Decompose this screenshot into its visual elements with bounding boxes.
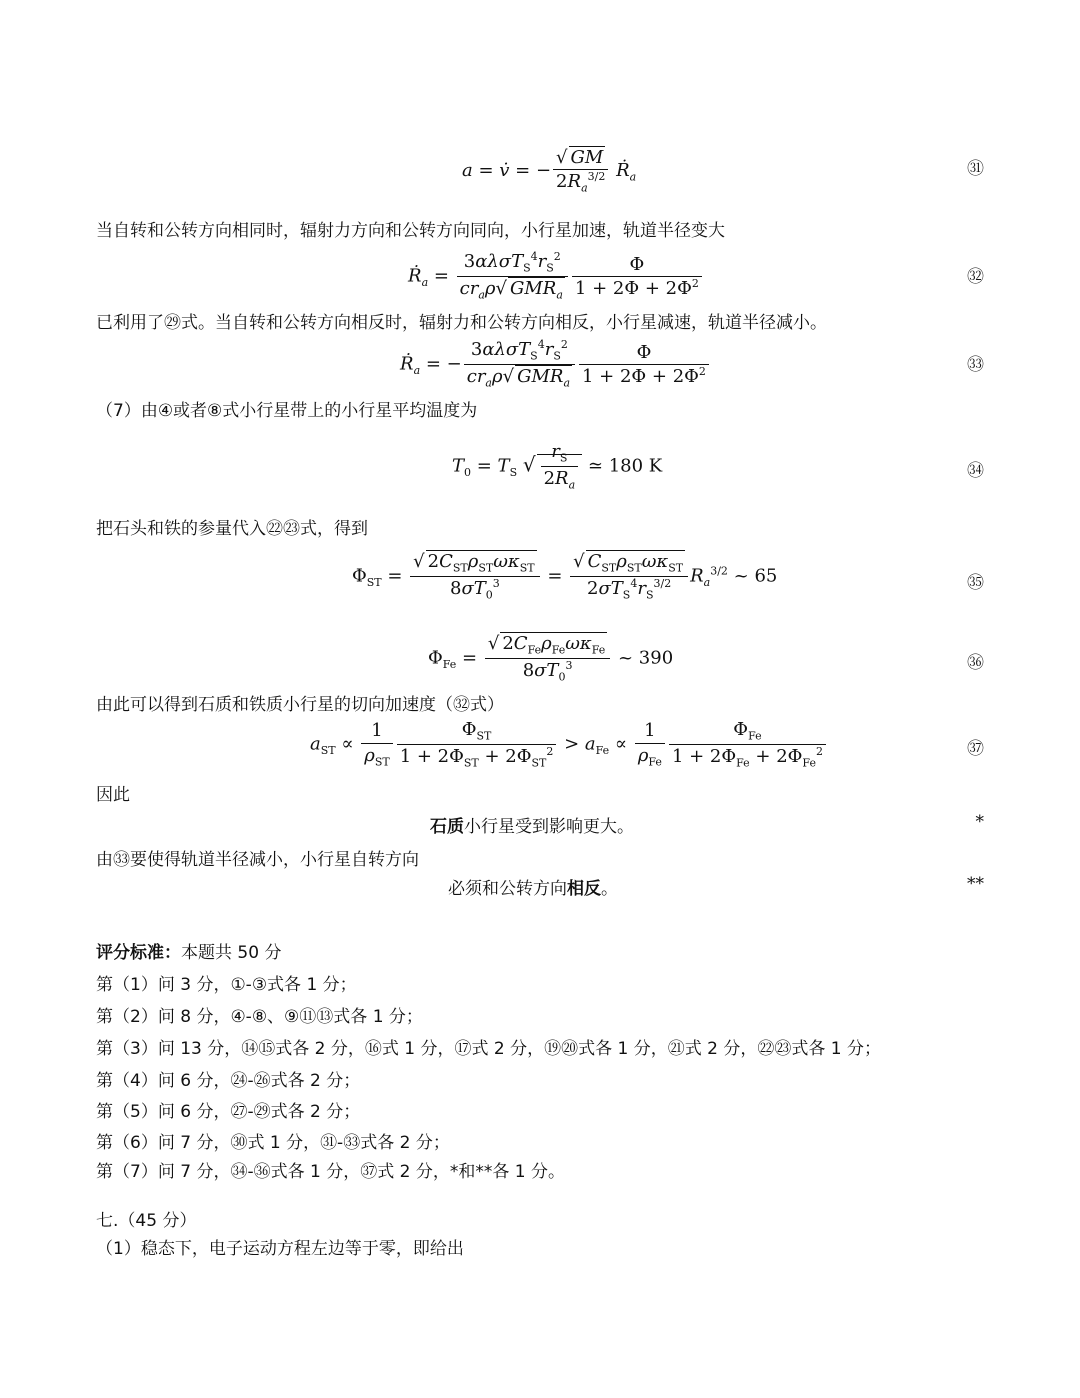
equation-33: Ṙ$_a$ = − $\frac{3\alpha\lambda\sigma T_S^4r_S^2}{cr_a\rho√ GMR_a}$ $\frac{\Phi}{1 + 2\Phi + 2\Phi^2}$ <box>400 338 711 391</box>
equation-37-row <box>0 716 1080 774</box>
text: 必须和公转方向 <box>448 879 567 899</box>
equation-number: ㊱ <box>967 653 984 673</box>
equation-32-row <box>0 248 1080 304</box>
paragraph: 由此可以得到石质和铁质小行星的切向加速度（㉜式） <box>96 695 504 715</box>
bold-text: 石质 <box>430 817 464 837</box>
scoring-intro: 本题共 50 分 <box>181 943 282 963</box>
paragraph: 已利用了㉙式。当自转和公转方向相反时，辐射力和公转方向相反，小行星减速，轨道半径减小。 <box>96 313 827 333</box>
equation-35: $\Phi_{ST}$ = $\frac{√ 2C_{ST}\rho_{ST}\omega\kappa_{ST}}{8\sigma T_0^3}$ = $\frac{√ C_{ST}\rho_{ST}\omega\kappa_{ST}}{2\sigma T_S^4r_S^{3/2}}$ $R_a^{3/2}$ ~ 65 <box>352 551 778 602</box>
equation-35-row <box>0 548 1080 618</box>
equation-number: ㉝ <box>967 355 984 375</box>
equation-36: $\Phi_{Fe}$ = $\frac{√ 2C_{Fe}\rho_{Fe}\omega\kappa_{Fe}}{8\sigma T_0^3}$ ~ 390 <box>428 633 674 684</box>
section-title: 七.（45 分） <box>96 1211 197 1231</box>
scoring-item: 第（3）问 13 分，⑭⑮式各 2 分，⑯式 1 分，⑰式 2 分，⑲⑳式各 1 分，㉑式 2 分，㉒㉓式各 1 分； <box>96 1039 881 1059</box>
scoring-header <box>96 938 281 963</box>
equation-number: ㊲ <box>967 739 984 759</box>
equation-37: $a_{ST}$ ∝ $\frac{1}{\rho_{ST}}$ $\frac{\Phi_{ST}}{1 + 2\Phi_{ST} + 2\Phi_{ST}^2}$ > $a_{Fe}$ ∝ $\frac{1}{\rho_{Fe}}$ $\frac{\Phi_{Fe}}{1 + 2\Phi_{Fe} + 2\Phi_{Fe}^2}$ <box>310 718 828 771</box>
paragraph: （7）由④或者⑧式小行星带上的小行星平均温度为 <box>96 401 478 421</box>
scoring-item: 第（2）问 8 分，④-⑧、⑨⑪⑬式各 1 分； <box>96 1007 423 1027</box>
equation-number: ㉟ <box>967 573 984 593</box>
conclusion-1-row <box>0 812 1080 836</box>
scoring-item: 第（1）问 3 分，①-③式各 1 分； <box>96 975 357 995</box>
equation-34-row <box>0 438 1080 498</box>
scoring-item: 第（4）问 6 分，㉔-㉖式各 2 分； <box>96 1071 361 1091</box>
paragraph: 由㉝要使得轨道半径减小，小行星自转方向 <box>96 850 419 870</box>
equation-number: ㉛ <box>967 159 984 179</box>
scoring-item: 第（5）问 6 分，㉗-㉙式各 2 分； <box>96 1102 361 1122</box>
paragraph: 因此 <box>96 785 130 805</box>
conclusion-2 <box>448 874 618 899</box>
scoring-item: 第（6）问 7 分，㉚式 1 分，㉛-㉝式各 2 分； <box>96 1133 450 1153</box>
text: 。 <box>601 879 618 899</box>
conclusion-2-row <box>0 874 1080 898</box>
scoring-title: 评分标准： <box>96 943 181 963</box>
equation-33-row <box>0 336 1080 392</box>
text: 小行星受到影响更大。 <box>464 817 634 837</box>
equation-32: Ṙ$_a$ = $\frac{3\alpha\lambda\sigma T_S^4r_S^2}{cr_a\rho√ GMR_a}$ $\frac{\Phi}{1 + 2\Phi + 2\Phi^2}$ <box>408 250 704 303</box>
equation-number: ㉞ <box>967 461 984 481</box>
conclusion-mark: ** <box>967 874 984 894</box>
paragraph: （1）稳态下，电子运动方程左边等于零，即给出 <box>96 1239 464 1259</box>
paragraph: 当自转和公转方向相同时，辐射力方向和公转方向同向，小行星加速，轨道半径变大 <box>96 221 725 241</box>
conclusion-1 <box>430 812 634 837</box>
conclusion-mark: * <box>975 812 984 832</box>
bold-text: 相反 <box>567 879 601 899</box>
equation-36-row <box>0 630 1080 688</box>
scoring-item: 第（7）问 7 分，㉞-㊱式各 1 分，㊲式 2 分，*和**各 1 分。 <box>96 1162 565 1182</box>
paragraph: 把石头和铁的参量代入㉒㉓式，得到 <box>96 519 368 539</box>
equation-34: $T_0 = T_S$ √ $\frac{r_S}{2R_a}$ ≃ 180 K <box>452 441 663 492</box>
equation-31-row <box>0 140 1080 206</box>
equation-number: ㉜ <box>967 267 984 287</box>
equation-31: a = v̇ = − $\frac{√ GM}{2R_a^{3/2}}$ Ṙ$_a$ <box>462 147 637 195</box>
